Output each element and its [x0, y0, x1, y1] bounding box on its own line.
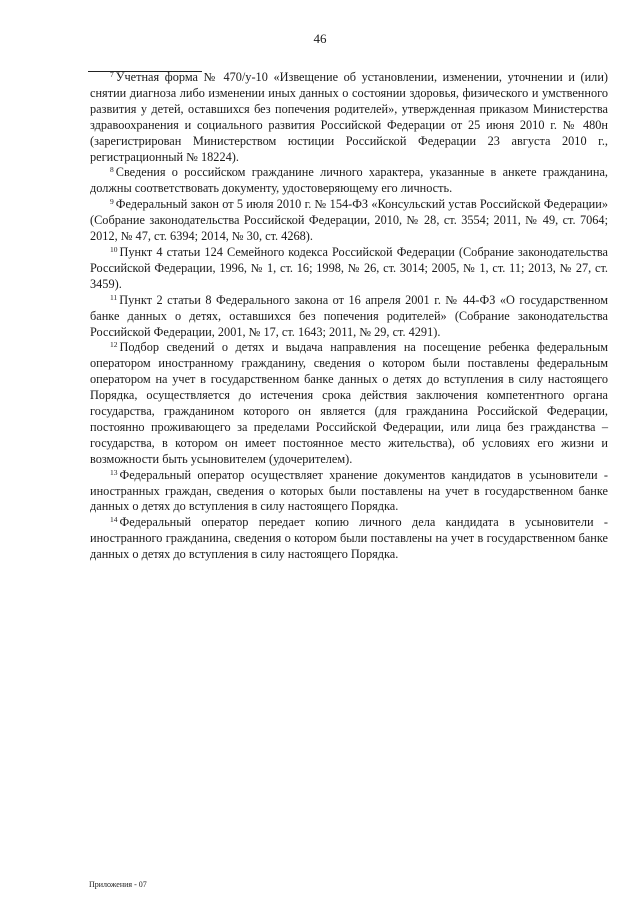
footnote-marker: 9 [110, 197, 114, 207]
footnote-text: Пункт 4 статьи 124 Семейного кодекса Российской Федерации (Собрание законодательства Российской Федерации, 1996, № 1, ст. 16; 1998, № 26, ст. 3014; 2005, № 1, ст. 11; 2013, № 27, ст. 3459). [90, 244, 608, 291]
footnote-marker: 8 [110, 165, 114, 175]
footnote-13 [90, 468, 608, 516]
footnote-marker: 14 [110, 515, 118, 525]
footnote-14 [90, 515, 608, 563]
footnote-text: Федеральный закон от 5 июля 2010 г. № 154-ФЗ «Консульский устав Российской Федерации» (Собрание законодательства Российской Федерации, 2010, № 28, ст. 3554; 2011, № 49, ст. 7064; 2012, № 47, ст. 6394; 2014, № 30, ст. 4268). [90, 197, 608, 244]
footnote-marker: 12 [110, 340, 118, 350]
footnote-7 [90, 70, 608, 165]
footnote-text: Сведения о российском гражданине личного характера, указанные в анкете гражданина, должны соответствовать документу, удостоверяющему его личность. [90, 165, 608, 196]
footnote-marker: 10 [110, 244, 118, 254]
footnote-8 [90, 165, 608, 197]
footnote-text: Учетная форма № 470/у-10 «Извещение об установлении, изменении, уточнении и (или) снятии диагноза либо изменении иных данных о состоянии здоровья, физического и умственного развития у детей, оставшихся без попечения родителей», утвержденная приказом Министерства здравоохранения и социального развития Российской Федерации от 25 июня 2010 г. № 480н (зарегистрирован Министерством юстиции Российской Федерации 23 августа 2010 г., регистрационный № 18224). [90, 70, 608, 164]
page-number: 46 [313, 31, 327, 46]
footnote-marker: 7 [110, 70, 114, 79]
footnotes [90, 70, 608, 563]
page-footer: Приложения - 07 [89, 880, 147, 889]
footnote-marker: 13 [110, 467, 118, 477]
footnote-text: Федеральный оператор передает копию личного дела кандидата в усыновители - иностранного гражданина, сведения о котором были поставлены на учет в государственном банке данных о детях до вступления в силу настоящего Порядка. [90, 515, 608, 562]
footnote-text: Пункт 2 статьи 8 Федерального закона от 16 апреля 2001 г. № 44-ФЗ «О государственном банке данных о детях, оставшихся без попечения родителей» (Собрание законодательства Российской Федерации, 2001, № 17, ст. 1643; 2011, № 29, ст. 4291). [90, 292, 608, 339]
footnote-text: Федеральный оператор осуществляет хранение документов кандидатов в усыновители - иностранных граждан, сведения о которых были поставлены на учет в государственном банке данных о детях до вступления в силу настоящего Порядка. [90, 467, 608, 514]
footnote-10 [90, 245, 608, 293]
footnote-marker: 11 [110, 292, 118, 302]
footnote-12 [90, 340, 608, 467]
footnote-text: Подбор сведений о детях и выдача направления на посещение ребенка федеральным оператором иностранному гражданину, сведения о котором были поставлены федеральным оператором на учет в государственном банке данных о детях до вступления в силу настоящего Порядка, осуществляется до истечения срока действия заключения компетентного органа государства, гражданином которого он является (для гражданина Российской Федерации, постоянно проживающего за пределами Российской Федерации, или лица без гражданства – государства, в котором он имеет постоянное место жительства), об условиях его жизни и возможности быть усыновителем (удочерителем). [90, 340, 608, 466]
footnote-11 [90, 293, 608, 341]
footnote-9 [90, 197, 608, 245]
